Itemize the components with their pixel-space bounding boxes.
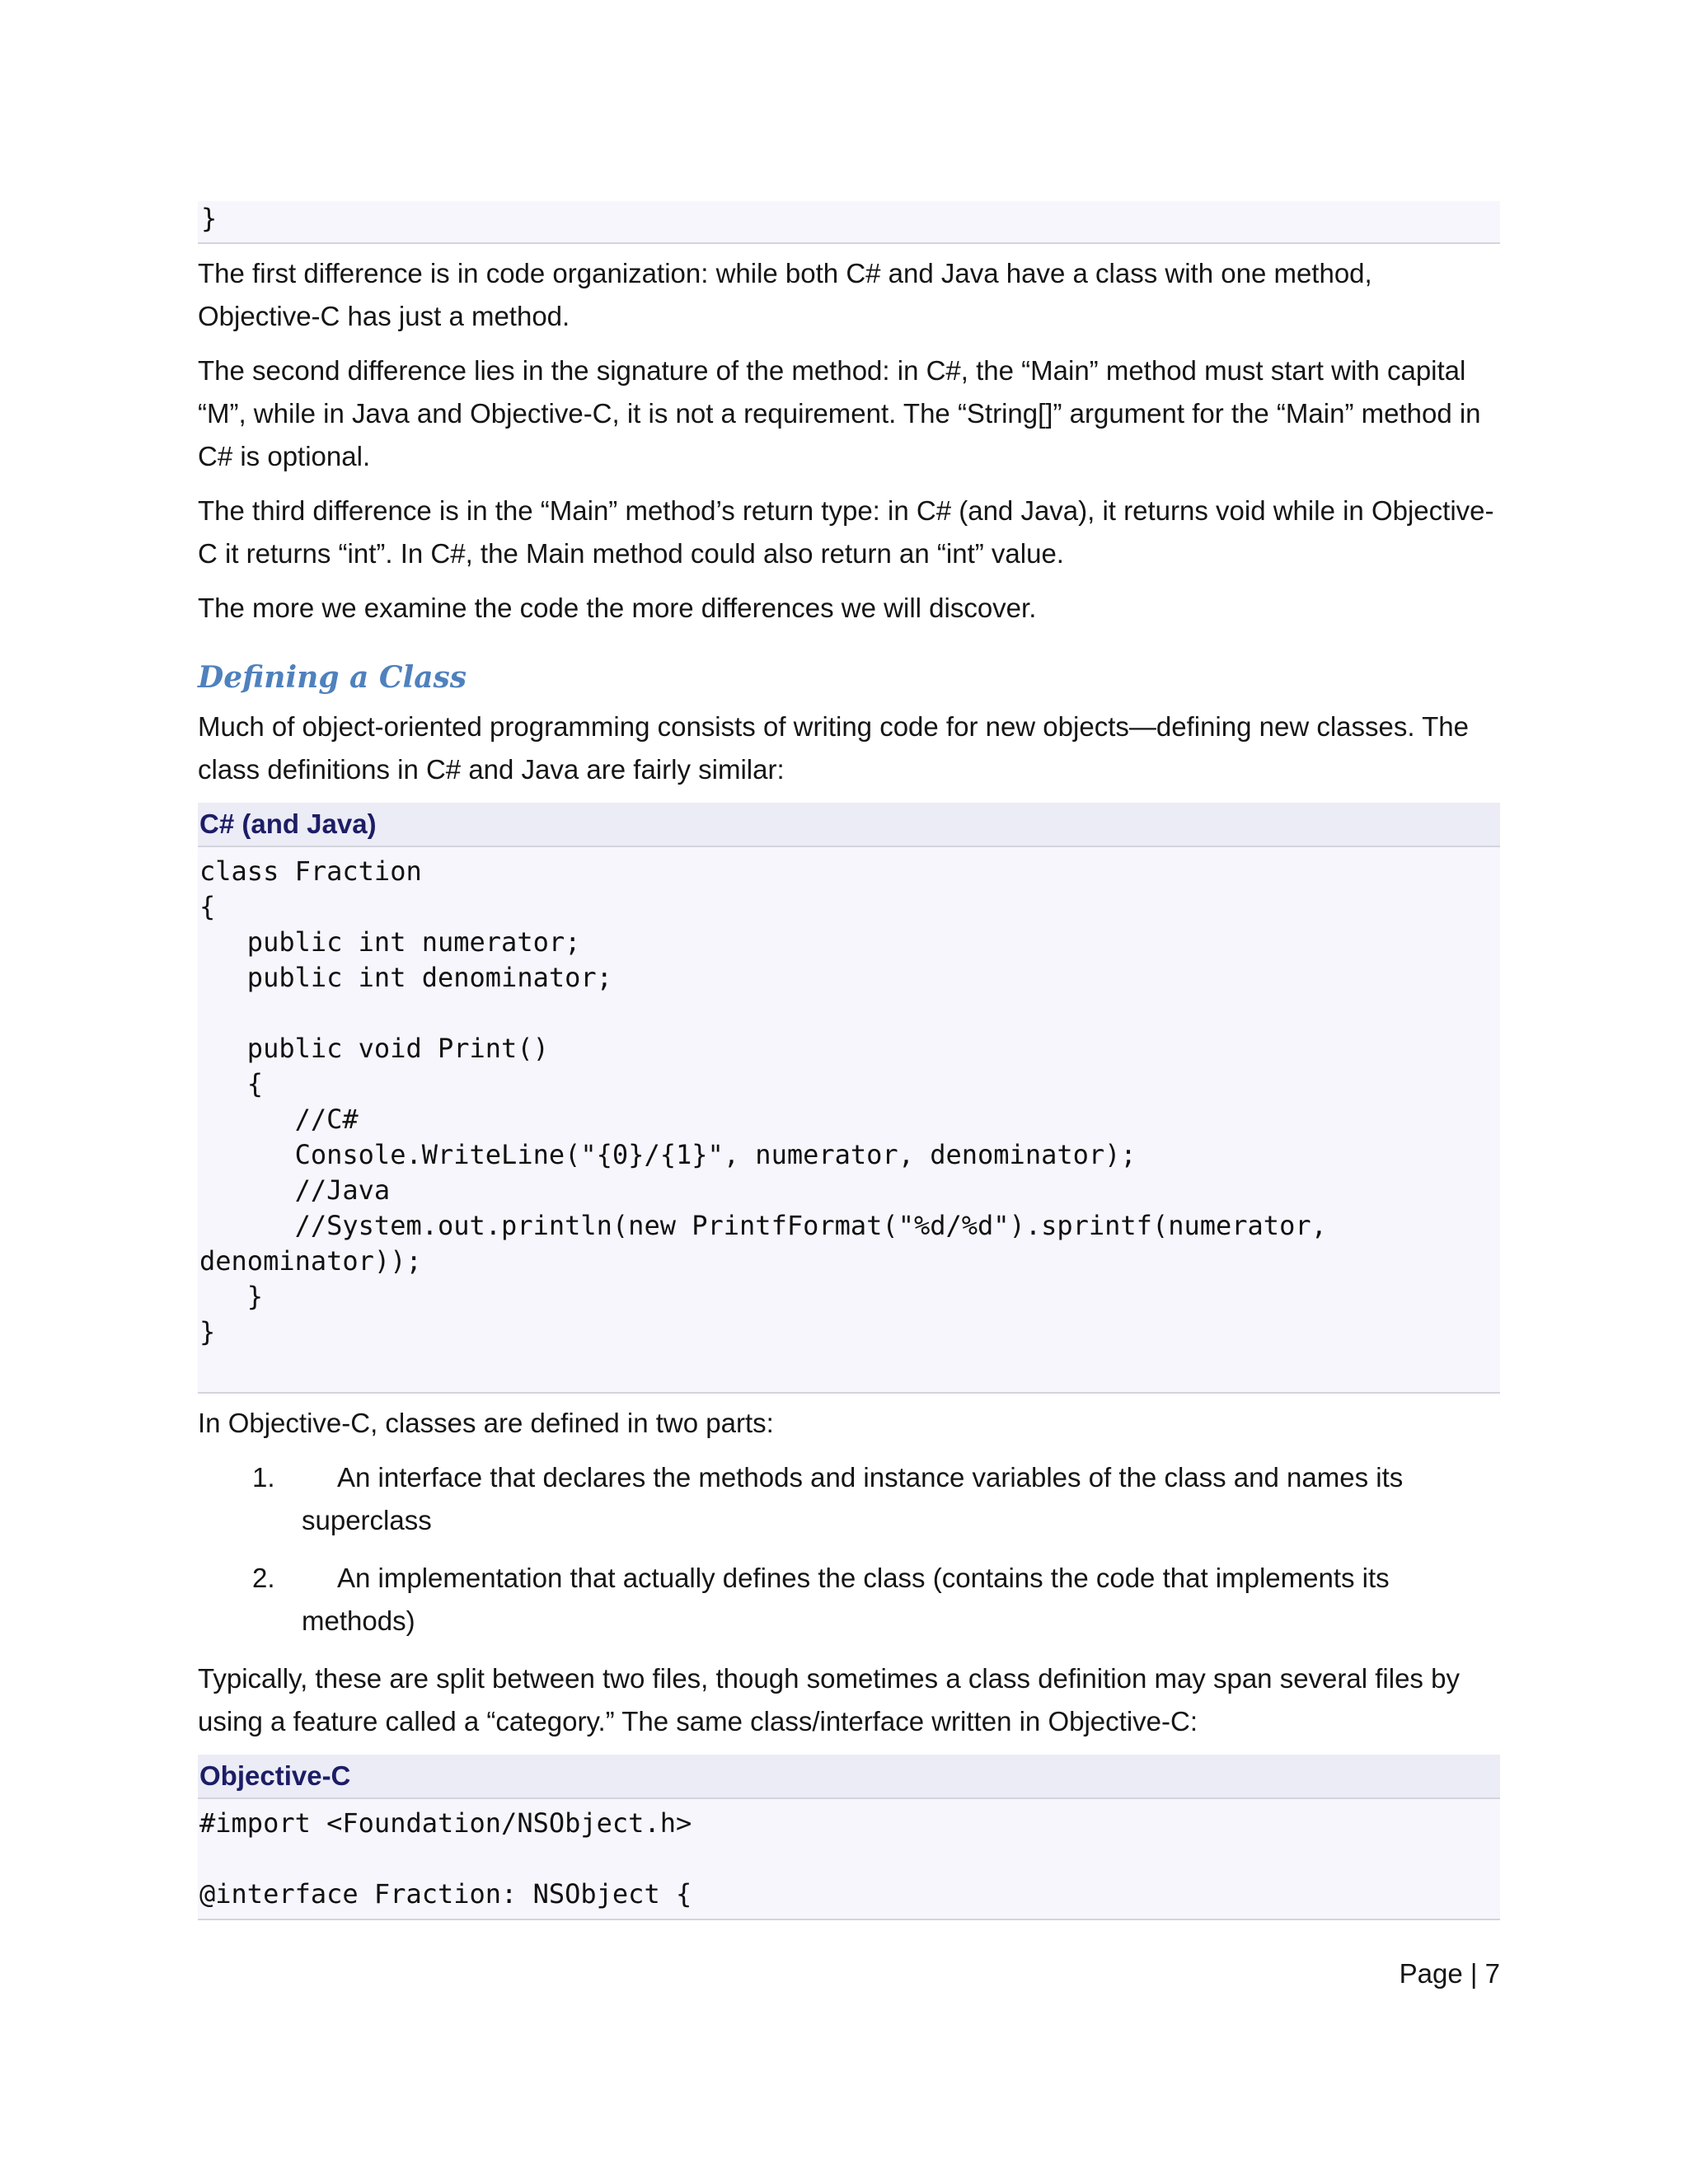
code-line: @interface Fraction: NSObject { [199, 1878, 692, 1910]
code-line: } [201, 203, 218, 234]
document-page [198, 201, 1500, 1920]
list-item-number: 1. [252, 1462, 275, 1493]
paragraph-more-differences: The more we examine the code the more differences we will discover. [198, 593, 1037, 623]
paragraph-third-difference: The third difference is in the “Main” method’s return type: in C# (and Java), it returns void while in Objective-C it returns “int”. In C#, the Main method could also return an “int” value. [198, 495, 1494, 569]
code-line: denominator)); [199, 1245, 422, 1277]
list-item [198, 1456, 1500, 1542]
code-block-body [198, 1799, 1500, 1920]
code-block-body [198, 847, 1500, 1394]
code-line: Console.WriteLine("{0}/{1}", numerator, denominator); [199, 1139, 1137, 1170]
csharp-code-block [198, 803, 1500, 1394]
objc-code-block [198, 1755, 1500, 1920]
paragraph-class-intro: Much of object-oriented programming consists of writing code for new objects—defining new classes. The class definitions in C# and Java are fairly similar: [198, 711, 1469, 785]
code-block-label: Objective-C [198, 1755, 1500, 1799]
code-line-blank [199, 1841, 1500, 1877]
list-item-text-continued: superclass [302, 1505, 432, 1535]
numbered-list [198, 1456, 1500, 1643]
code-line-blank [199, 996, 1500, 1031]
paragraph-second-difference: The second difference lies in the signature of the method: in C#, the “Main” method must start with capital “M”, while in Java and Objective-C, it is not a requirement. The “String[]” argument for the “Main” method in C# is optional. [198, 355, 1481, 471]
section-heading: Defining a Class [198, 660, 467, 695]
code-block-label: C# (and Java) [198, 803, 1500, 847]
code-line: //C# [199, 1104, 359, 1135]
code-line: public int numerator; [199, 926, 581, 958]
code-line: #import <Foundation/NSObject.h> [199, 1807, 692, 1839]
list-item [198, 1557, 1500, 1643]
code-line: } [199, 1281, 264, 1312]
paragraph-typically: Typically, these are split between two files, though sometimes a class definition may span several files by using a feature called a “category.” The same class/interface written in Objective-C: [198, 1663, 1460, 1736]
code-line: { [199, 1068, 264, 1099]
list-item-text: An interface that declares the methods and instance variables of the class and names its [337, 1462, 1404, 1493]
list-item-text-continued: methods) [302, 1605, 415, 1636]
list-item-text: An implementation that actually defines the class (contains the code that implements its [337, 1563, 1390, 1593]
code-line: } [199, 1316, 216, 1347]
code-line: //Java [199, 1174, 391, 1206]
list-item-number: 2. [252, 1563, 275, 1593]
paragraph-objc-intro: In Objective-C, classes are defined in two parts: [198, 1408, 774, 1438]
paragraph-first-difference: The first difference is in code organization: while both C# and Java have a class with one method, Objective-C has just a method. [198, 258, 1372, 331]
page-number: Page | 7 [1399, 1958, 1500, 1989]
code-line: //System.out.println(new PrintfFormat("%d/%d").sprintf(numerator, [199, 1210, 1327, 1241]
code-line: public void Print() [199, 1033, 549, 1064]
code-line: class Fraction [199, 855, 422, 887]
code-line-blank [199, 1350, 1500, 1385]
code-line: public int denominator; [199, 962, 612, 993]
code-block-tail [198, 201, 1500, 244]
code-line: { [199, 891, 216, 922]
